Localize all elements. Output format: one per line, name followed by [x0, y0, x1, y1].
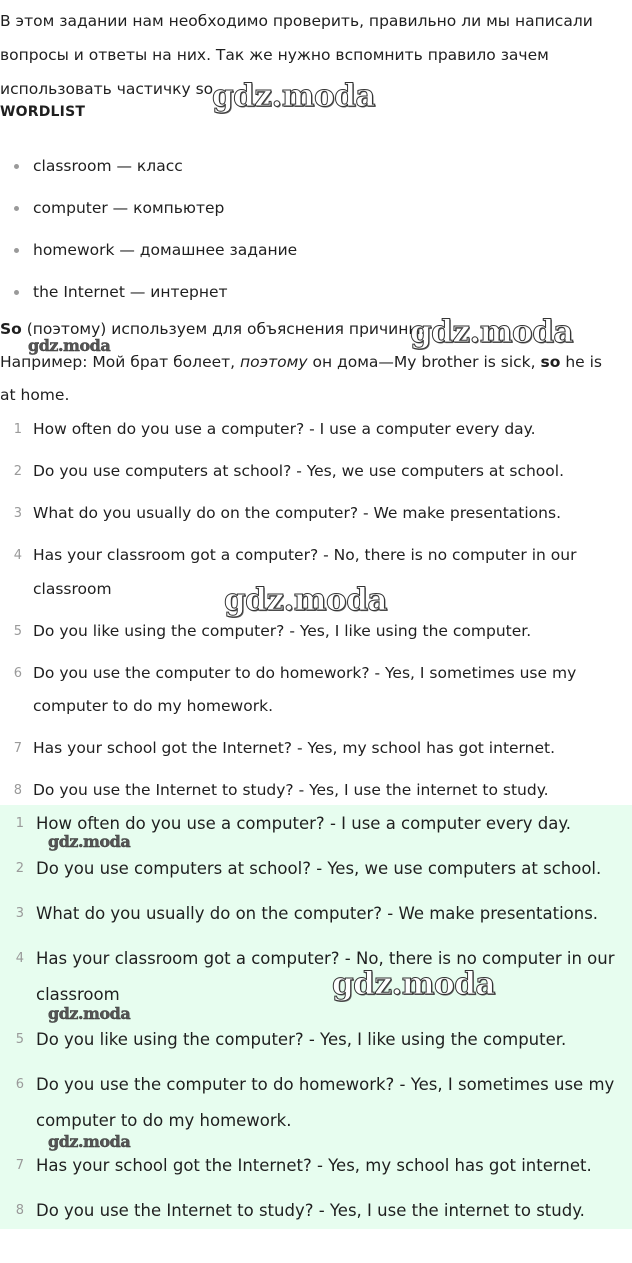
watermark: gdz.moda	[410, 314, 573, 350]
example-suffix: he is at home.	[0, 353, 603, 404]
item-text: Do you like using the computer? - Yes, I like using the computer.	[36, 1030, 567, 1049]
watermark: gdz.moda	[28, 336, 111, 355]
item-number: 4	[13, 548, 22, 563]
list-item	[0, 455, 632, 489]
intro-paragraph: В этом задании нам необходимо проверить, правильно ли мы написали вопросы и ответы на них. Так же нужно вспомнить правило зачем использовать частичку so.	[0, 12, 593, 98]
item-number: 2	[15, 861, 24, 876]
wordlist-item-text: the Internet — интернет	[33, 283, 228, 301]
list-item	[0, 851, 632, 887]
item-number: 2	[13, 464, 22, 479]
list-item	[0, 732, 632, 766]
example-prefix: Например: Мой брат болеет,	[0, 353, 241, 371]
item-number: 6	[13, 665, 22, 681]
watermark: gdz.moda	[48, 1132, 131, 1151]
bullet-icon	[14, 290, 19, 295]
watermark: gdz.moda	[212, 78, 375, 114]
list-item	[0, 187, 297, 229]
item-number: 1	[13, 422, 22, 437]
so-word: So	[0, 320, 22, 338]
wordlist-item-text: computer — компьютер	[33, 199, 225, 217]
watermark: gdz.moda	[48, 832, 131, 851]
list-item	[0, 657, 632, 724]
item-number: 4	[15, 951, 24, 966]
item-number: 7	[15, 1158, 24, 1173]
item-text: What do you usually do on the computer? - We make presentations.	[33, 504, 561, 522]
item-text: Do you use computers at school? - Yes, we use computers at school.	[36, 859, 602, 878]
list-item	[0, 1148, 632, 1184]
list-item	[0, 1067, 632, 1139]
example-mid: он дома—My brother is sick,	[307, 353, 541, 371]
rule-text: (поэтому) используем для объяснения причины.	[21, 320, 426, 338]
item-number: 8	[13, 783, 22, 798]
watermark: gdz.moda	[224, 582, 387, 618]
item-text: Do you use the Internet to study? - Yes, I use the internet to study.	[36, 1201, 585, 1220]
watermark: gdz.moda	[48, 1004, 131, 1023]
list-item	[0, 229, 297, 271]
wordlist-item-text: classroom — класс	[33, 157, 183, 175]
example-italic: поэтому	[240, 353, 308, 371]
item-number: 5	[13, 623, 22, 639]
list-item	[0, 145, 297, 187]
item-text: What do you usually do on the computer? - We make presentations.	[36, 904, 599, 923]
item-number: 3	[13, 506, 22, 521]
list-item	[0, 615, 632, 649]
item-text: Has your classroom got a computer? - No, there is no computer in our classroom	[36, 949, 615, 1004]
item-text: Do you like using the computer? - Yes, I like using the computer.	[33, 621, 532, 640]
item-number: 5	[15, 1032, 24, 1047]
list-item	[0, 413, 632, 447]
list-item	[0, 497, 632, 531]
list-item	[0, 896, 632, 932]
item-text: Has your school got the Internet? - Yes, my school has got internet.	[36, 1156, 592, 1175]
wordlist-item-text: homework — домашнее задание	[33, 241, 298, 259]
bullet-icon	[14, 164, 19, 169]
item-text: Do you use the computer to do homework? - Yes, I sometimes use my computer to do my homework.	[36, 1075, 615, 1130]
item-text: Do you use the Internet to study? - Yes, I use the internet to study.	[33, 781, 549, 799]
item-number: 1	[15, 816, 24, 831]
wordlist-heading: WORDLIST	[0, 104, 86, 120]
item-text: Do you use computers at school? - Yes, we use computers at school.	[33, 462, 564, 480]
example-bold: so	[540, 353, 561, 371]
bullet-icon	[14, 206, 19, 211]
item-text: Has your school got the Internet? - Yes, my school has got internet.	[33, 739, 556, 757]
list-item	[0, 1193, 632, 1229]
list-item	[0, 774, 632, 808]
item-text: How often do you use a computer? - I use a computer every day.	[33, 420, 536, 438]
list-item	[0, 271, 297, 313]
item-number: 6	[15, 1077, 24, 1092]
wordlist	[0, 145, 297, 313]
item-text: How often do you use a computer? - I use a computer every day.	[36, 814, 571, 833]
bullet-icon	[14, 248, 19, 253]
watermark: gdz.moda	[332, 966, 495, 1002]
item-number: 7	[13, 741, 22, 756]
list-item	[0, 1022, 632, 1058]
item-text: Has your classroom got a computer? - No, there is no computer in our classroom	[33, 546, 577, 598]
list-item	[0, 941, 632, 1013]
item-number: 3	[15, 906, 24, 921]
item-text: Do you use the computer to do homework? - Yes, I sometimes use my computer to do my homework.	[33, 663, 577, 715]
item-number: 8	[15, 1203, 24, 1218]
